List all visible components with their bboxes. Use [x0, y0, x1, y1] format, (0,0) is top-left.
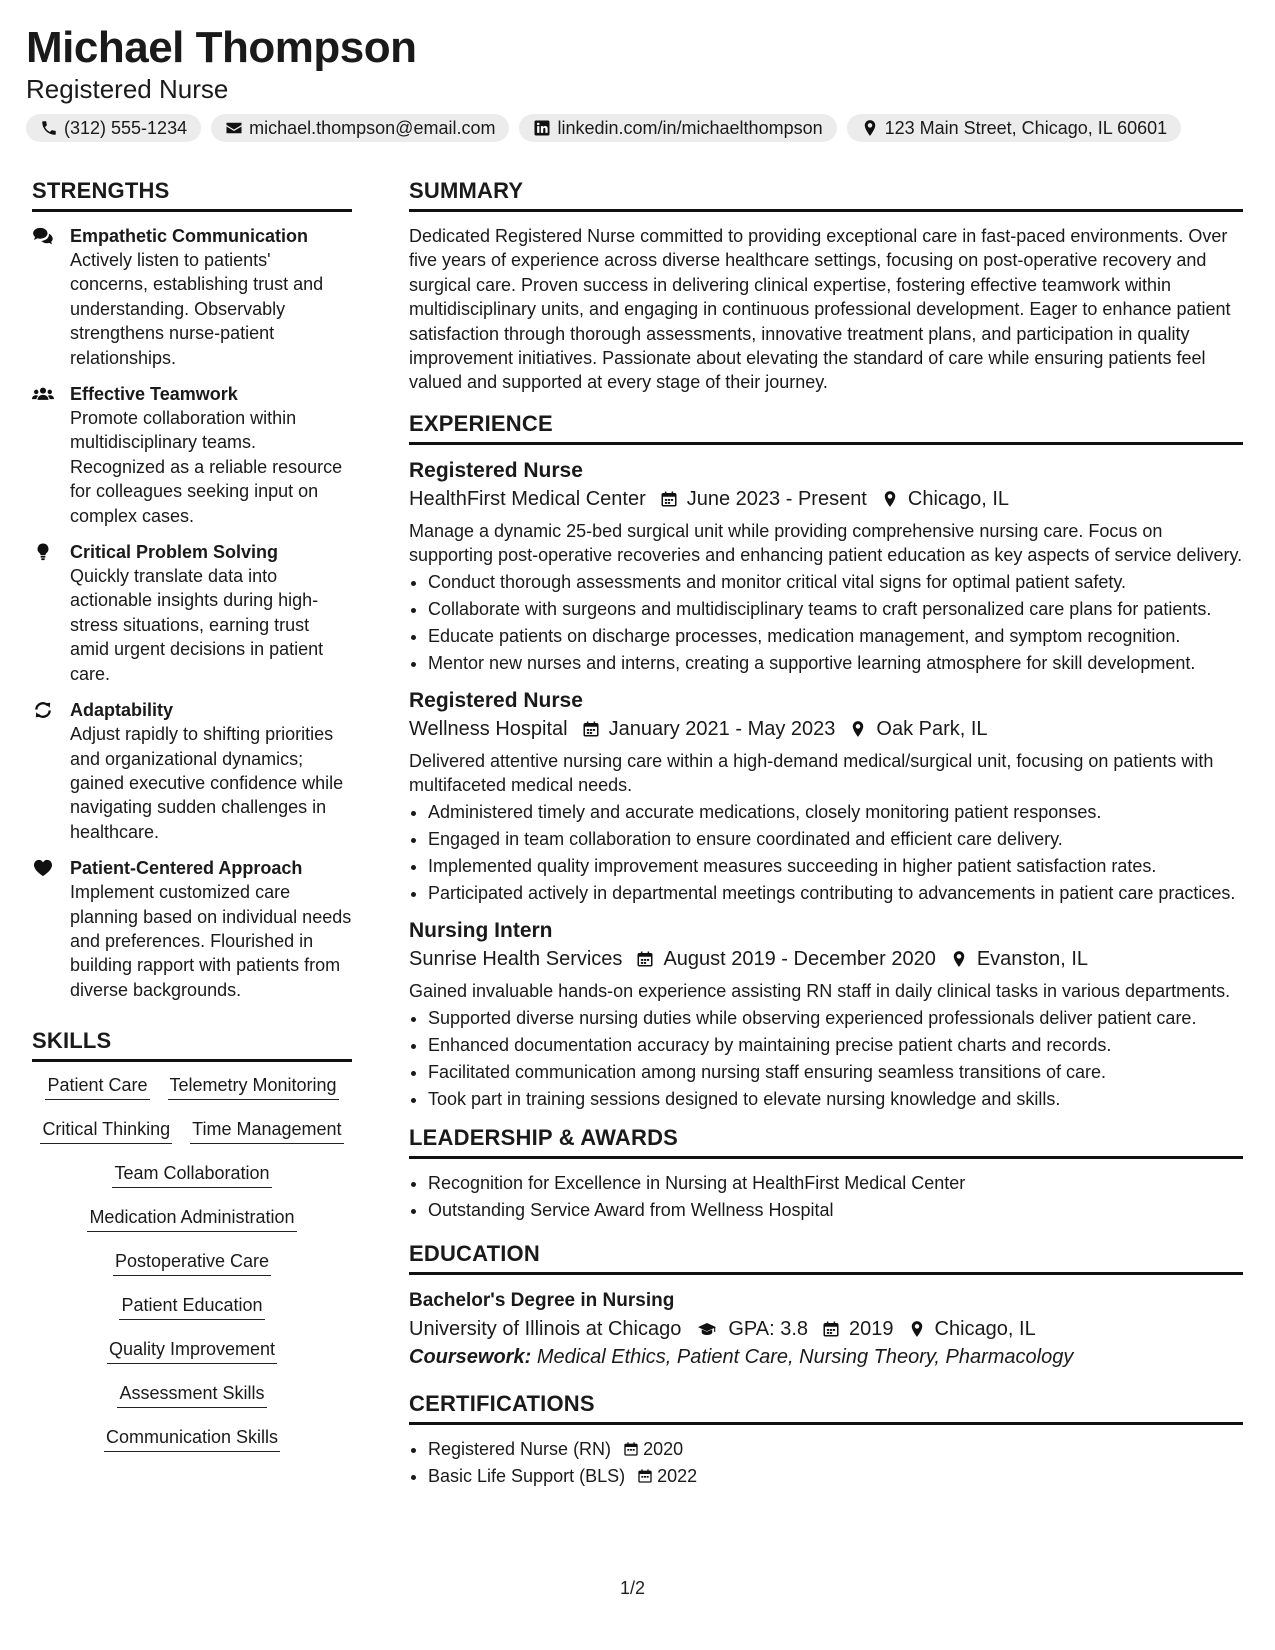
address-text: 123 Main Street, Chicago, IL 60601: [884, 117, 1168, 138]
strength-title: Critical Problem Solving: [70, 542, 279, 563]
gpa-text: GPA: 3.8: [728, 1317, 809, 1340]
address-chip: [847, 114, 1182, 142]
skill-tag: Patient Education: [119, 1294, 264, 1320]
job-description: Delivered attentive nursing care within a high-demand medical/surgical unit, focusing on patients with multifaceted medical needs.: [409, 751, 1214, 796]
strength-item: [32, 224, 352, 370]
school-location: Chicago, IL: [934, 1317, 1036, 1340]
job-company: Sunrise Health Services: [409, 948, 623, 971]
map-marker-icon: [950, 950, 968, 968]
job-entry: [409, 687, 1243, 905]
job-bullet: • Collaborate with surgeons and multidisciplinary teams to craft personalized care plans for patients.: [428, 597, 1243, 621]
strength-desc: Adjust rapidly to shifting priorities and organizational dynamics; gained executive confidence while navigating sudden challenges in healthcare.: [70, 724, 344, 842]
job-bullet: • Participated actively in departmental meetings contributing to advancements in patient care practices.: [428, 881, 1243, 905]
skill-tag: Assessment Skills: [117, 1382, 266, 1408]
skill-tag: Postoperative Care: [113, 1250, 271, 1276]
calendar-icon: [822, 1320, 840, 1338]
resume-header: [26, 22, 1249, 142]
right-column: [409, 178, 1243, 1491]
certification-item: [428, 1464, 1243, 1488]
certification-name: • Registered Nurse (RN): [428, 1438, 612, 1459]
job-dates: August 2019 - December 2020: [663, 948, 936, 971]
strength-item: [32, 698, 352, 844]
job-company: Wellness Hospital: [409, 718, 568, 741]
job-bullet: • Enhanced documentation accuracy by maintaining precise patient charts and records.: [428, 1033, 1243, 1057]
job-bullets: [409, 570, 1243, 675]
job-description: Manage a dynamic 25-bed surgical unit while providing comprehensive nursing care. Focus on supporting post-operative recoveries and enhancing patient education as key aspects of service delivery.: [409, 520, 1243, 566]
job-location: Oak Park, IL: [876, 718, 988, 741]
map-marker-icon: [861, 119, 879, 137]
summary-heading: SUMMARY: [409, 178, 1243, 212]
job-meta: [409, 945, 1243, 973]
lightbulb-icon: [32, 543, 54, 561]
job-bullet: • Took part in training sessions designed to elevate nursing knowledge and skills.: [428, 1087, 1243, 1111]
strength-item: [32, 382, 352, 528]
linkedin-chip[interactable]: [519, 114, 836, 142]
comments-icon: [32, 227, 54, 245]
job-location: Evanston, IL: [976, 948, 1089, 971]
job-bullet: • Engaged in team collaboration to ensure coordinated and efficient care delivery.: [428, 827, 1243, 851]
job-bullets: [409, 800, 1243, 905]
phone-text: (312) 555-1234: [64, 117, 188, 138]
certification-name: • Basic Life Support (BLS): [428, 1465, 626, 1486]
award-item: • Outstanding Service Award from Wellness Hospital: [428, 1198, 1243, 1222]
left-column: [32, 178, 352, 1452]
map-marker-icon: [881, 490, 899, 508]
page-number: 1/2: [620, 1578, 646, 1598]
degree-title: Bachelor's Degree in Nursing: [409, 1289, 675, 1311]
calendar-icon: [623, 1441, 639, 1457]
job-bullet: • Conduct thorough assessments and monitor critical vital signs for optimal patient safety.: [428, 570, 1243, 594]
strength-desc: Promote collaboration within multidisciplinary teams. Recognized as a reliable resource for colleagues seeking input on complex cases.: [70, 408, 343, 526]
job-bullet: • Implemented quality improvement measures succeeding in higher patient satisfaction rates.: [428, 854, 1243, 878]
strength-desc: Quickly translate data into actionable insights during high-stress situations, earning trust amid urgent decisions in patient care.: [70, 566, 324, 684]
award-item: • Recognition for Excellence in Nursing at HealthFirst Medical Center: [428, 1171, 1243, 1195]
strength-title: Effective Teamwork: [70, 384, 238, 405]
phone-chip[interactable]: [26, 114, 201, 142]
linkedin-text: linkedin.com/in/michaelthompson: [557, 117, 823, 138]
job-title: Registered Nurse: [26, 74, 229, 104]
job-position: Registered Nurse: [409, 458, 583, 482]
skill-tag: Patient Care: [45, 1074, 149, 1100]
skill-tag: Medication Administration: [87, 1206, 296, 1232]
school-name: University of Illinois at Chicago: [409, 1317, 682, 1340]
skill-tag: Critical Thinking: [40, 1118, 172, 1144]
skills-list: [32, 1074, 352, 1452]
leadership-list: [409, 1171, 1243, 1222]
strength-item: [32, 540, 352, 686]
education-heading: EDUCATION: [409, 1241, 1243, 1275]
calendar-icon: [636, 950, 654, 968]
strength-desc: Actively listen to patients' concerns, establishing trust and understanding. Observably strengthens nurse-patient relationships.: [70, 250, 324, 368]
linkedin-icon: [533, 119, 551, 137]
job-entry: [409, 917, 1243, 1111]
job-dates: January 2021 - May 2023: [608, 718, 836, 741]
phone-icon: [40, 119, 58, 137]
certification-year: 2022: [657, 1465, 698, 1486]
strength-title: Adaptability: [70, 700, 174, 721]
experience-heading: EXPERIENCE: [409, 411, 1243, 445]
job-bullet: • Mentor new nurses and interns, creating a supportive learning atmosphere for skill development.: [428, 651, 1243, 675]
skill-tag: Telemetry Monitoring: [168, 1074, 339, 1100]
job-bullet: • Administered timely and accurate medications, closely monitoring patient responses.: [428, 800, 1243, 824]
contact-bar: [26, 114, 1249, 142]
email-text: michael.thompson@email.com: [249, 117, 496, 138]
envelope-icon: [225, 119, 243, 137]
skills-heading: SKILLS: [32, 1028, 352, 1062]
leadership-heading: LEADERSHIP & AWARDS: [409, 1125, 1243, 1159]
coursework: [409, 1343, 1243, 1371]
job-meta: [409, 485, 1243, 513]
job-bullet: • Facilitated communication among nursing staff ensuring seamless transitions of care.: [428, 1060, 1243, 1084]
strengths-heading: STRENGTHS: [32, 178, 352, 212]
users-icon: [32, 385, 54, 403]
job-bullet: • Educate patients on discharge processes, medication management, and symptom recognition.: [428, 624, 1243, 648]
job-description: Gained invaluable hands-on experience assisting RN staff in daily clinical tasks in various departments.: [409, 981, 1231, 1002]
calendar-icon: [582, 720, 600, 738]
job-bullet: • Supported diverse nursing duties while observing experienced professionals deliver patient care.: [428, 1006, 1243, 1030]
job-bullets: [409, 1006, 1243, 1111]
strength-title: Patient-Centered Approach: [70, 858, 303, 879]
certifications-list: [409, 1437, 1243, 1488]
calendar-icon: [637, 1468, 653, 1484]
graduation-cap-icon: [695, 1320, 719, 1338]
calendar-icon: [660, 490, 678, 508]
graduation-year: 2019: [849, 1317, 894, 1340]
certifications-heading: CERTIFICATIONS: [409, 1391, 1243, 1425]
coursework-text: Medical Ethics, Patient Care, Nursing Theory, Pharmacology: [536, 1345, 1074, 1368]
skill-tag: Quality Improvement: [107, 1338, 277, 1364]
sync-icon: [32, 701, 54, 719]
candidate-name: Michael Thompson: [26, 23, 417, 72]
job-location: Chicago, IL: [907, 487, 1010, 510]
strength-item: [32, 856, 352, 1002]
map-marker-icon: [849, 720, 867, 738]
certification-year: 2020: [643, 1438, 684, 1459]
job-position: Nursing Intern: [409, 919, 553, 943]
strength-title: Empathetic Communication: [70, 226, 309, 246]
job-entry: [409, 457, 1243, 675]
job-position: Registered Nurse: [409, 689, 583, 713]
skill-tag: Time Management: [190, 1118, 343, 1144]
skill-tag: Communication Skills: [104, 1426, 280, 1452]
email-chip[interactable]: [211, 114, 509, 142]
map-marker-icon: [908, 1320, 926, 1338]
job-company: HealthFirst Medical Center: [409, 487, 646, 510]
heart-icon: [32, 859, 54, 877]
strength-desc: Implement customized care planning based on individual needs and preferences. Flourished in building rapport with patients from diverse backgrounds.: [70, 882, 352, 1000]
job-meta: [409, 715, 1243, 743]
certification-item: [428, 1437, 1243, 1461]
coursework-label: Coursework:: [409, 1345, 532, 1368]
education-meta: [409, 1315, 1243, 1343]
skill-tag: Team Collaboration: [112, 1162, 271, 1188]
summary-text: Dedicated Registered Nurse committed to providing exceptional care in fast-paced environments. Over five years of experience across diverse healthcare settings, focusing on post-operative recovery and surgical care. Proven success in delivering clinical expertise, fostering effective teamwork within multidisciplinary units, and engaging in continuous professional development. Eager to enhance patient satisfaction through thorough assessments, innovative treatment plans, and participation in quality improvement initiatives. Passionate about elevating the standard of care while ensuring patients feel valued and supported at every stage of their journey.: [409, 226, 1231, 393]
job-dates: June 2023 - Present: [686, 487, 867, 510]
